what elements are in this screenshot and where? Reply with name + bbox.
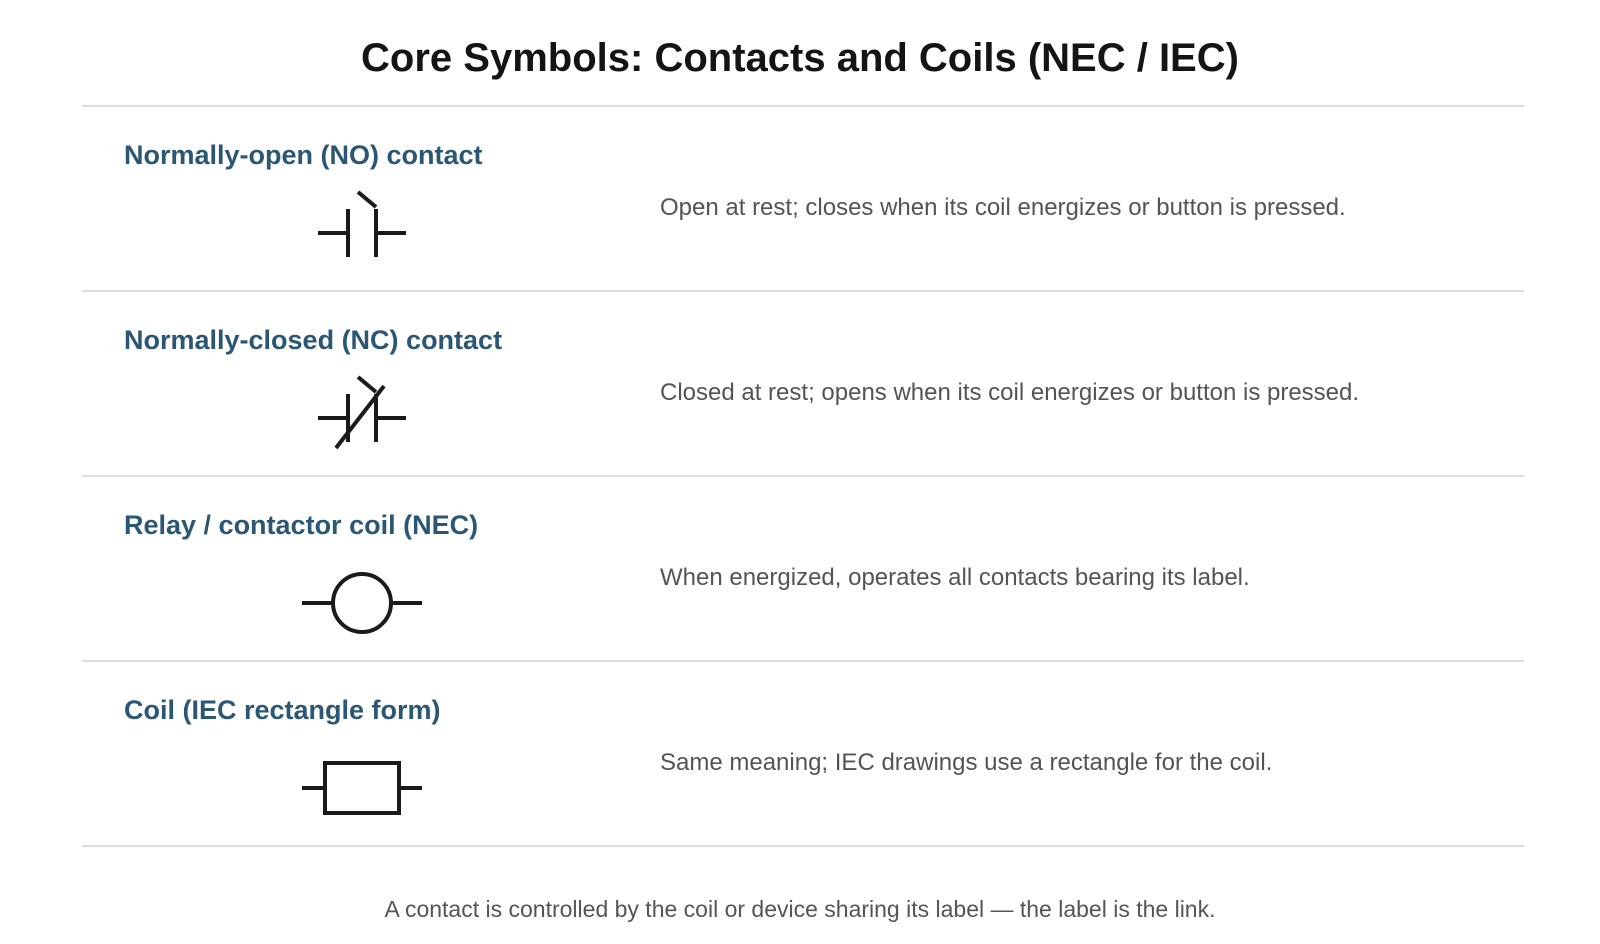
- iec-coil-rectangle-icon: [300, 742, 450, 832]
- symbol-description: Same meaning; IEC drawings use a rectangle for the coil.: [660, 749, 1273, 776]
- relay-coil-circle-icon: [300, 557, 450, 647]
- symbol-row-nc-contact: [82, 292, 1524, 477]
- symbol-row-nec-coil: [82, 477, 1524, 662]
- footnote: A contact is controlled by the coil or device sharing its label — the label is the link.: [384, 896, 1216, 922]
- page-title: Core Symbols: Contacts and Coils (NEC / IEC): [361, 36, 1239, 80]
- symbol-table: [82, 105, 1524, 847]
- symbol-name: Normally-closed (NC) contact: [124, 325, 503, 355]
- symbol-description: When energized, operates all contacts bearing its label.: [660, 564, 1250, 591]
- symbol-name: Coil (IEC rectangle form): [124, 695, 441, 725]
- symbol-description: Closed at rest; opens when its coil energizes or button is pressed.: [660, 379, 1360, 406]
- normally-open-contact-icon: [300, 187, 450, 277]
- normally-closed-contact-icon: [300, 372, 450, 462]
- symbol-row-no-contact: [82, 107, 1524, 292]
- symbol-row-iec-coil: [82, 662, 1524, 847]
- symbol-name: Normally-open (NO) contact: [124, 140, 483, 170]
- symbol-name: Relay / contactor coil (NEC): [124, 510, 479, 540]
- symbol-description: Open at rest; closes when its coil energizes or button is pressed.: [660, 194, 1346, 221]
